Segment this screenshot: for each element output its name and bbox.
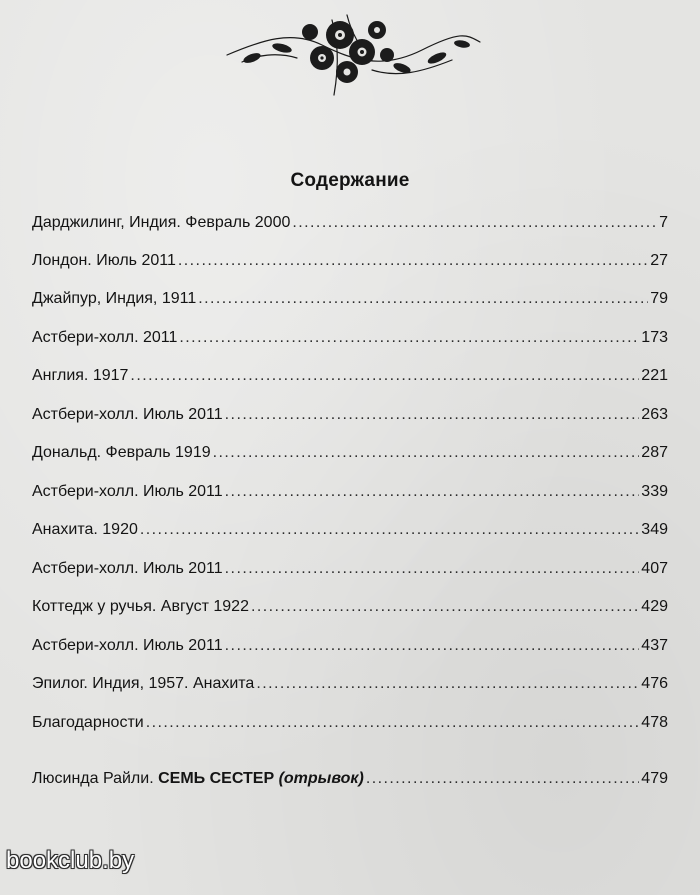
toc-entry[interactable] bbox=[32, 406, 668, 428]
toc-entry-page: 173 bbox=[641, 329, 668, 346]
toc-entry[interactable] bbox=[32, 714, 668, 736]
toc-entry-page: 429 bbox=[641, 598, 668, 615]
leader-dots bbox=[146, 714, 640, 732]
toc-entry[interactable] bbox=[32, 444, 668, 466]
excerpt-title bbox=[32, 770, 364, 788]
toc-entry-title: Астбери-холл. Июль 2011 bbox=[32, 483, 223, 500]
toc-entry-title: Астбери-холл. Июль 2011 bbox=[32, 637, 223, 654]
excerpt-book: СЕМЬ СЕСТЕР bbox=[158, 770, 275, 787]
leader-dots bbox=[225, 406, 640, 424]
toc-entry[interactable] bbox=[32, 214, 668, 236]
leader-dots bbox=[130, 367, 639, 385]
toc-entry-page: 27 bbox=[650, 252, 668, 269]
toc-entry[interactable] bbox=[32, 252, 668, 274]
toc-entry-title: Лондон. Июль 2011 bbox=[32, 252, 176, 269]
site-watermark: bookclub.by bbox=[6, 847, 135, 874]
leader-dots bbox=[178, 252, 648, 270]
leader-dots bbox=[366, 770, 639, 788]
toc-entry-title: Астбери-холл. 2011 bbox=[32, 329, 178, 346]
leader-dots bbox=[198, 290, 648, 308]
toc-entry-page: 437 bbox=[641, 637, 668, 654]
toc-entry-title: Англия. 1917 bbox=[32, 367, 129, 384]
floral-ornament bbox=[222, 0, 484, 105]
toc-entry[interactable] bbox=[32, 329, 668, 351]
leader-dots bbox=[225, 560, 640, 578]
leader-dots bbox=[251, 598, 639, 616]
toc-entry[interactable] bbox=[32, 521, 668, 543]
toc-entry-page: 7 bbox=[659, 214, 668, 231]
leader-dots bbox=[213, 444, 640, 462]
leader-dots bbox=[140, 521, 639, 539]
leader-dots bbox=[225, 637, 640, 655]
leader-dots bbox=[225, 483, 640, 501]
toc-entry-title: Астбери-холл. Июль 2011 bbox=[32, 560, 223, 577]
excerpt-page: 479 bbox=[641, 770, 668, 787]
toc-entry-title: Анахита. 1920 bbox=[32, 521, 138, 538]
toc-entry-title: Коттедж у ручья. Август 1922 bbox=[32, 598, 249, 615]
toc-entry[interactable] bbox=[32, 560, 668, 582]
toc-entry-page: 287 bbox=[641, 444, 668, 461]
toc-entry-title: Астбери-холл. Июль 2011 bbox=[32, 406, 223, 423]
toc-entry[interactable] bbox=[32, 637, 668, 659]
excerpt-note: (отрывок) bbox=[278, 770, 364, 787]
toc-entry-title: Дональд. Февраль 1919 bbox=[32, 444, 211, 461]
toc-entry[interactable] bbox=[32, 483, 668, 505]
leader-dots bbox=[292, 214, 657, 232]
toc-entry-title: Джайпур, Индия, 1911 bbox=[32, 290, 197, 307]
toc-entry-page: 79 bbox=[650, 290, 668, 307]
leader-dots bbox=[179, 329, 639, 347]
toc-entry-page: 263 bbox=[641, 406, 668, 423]
toc-entry[interactable] bbox=[32, 290, 668, 312]
toc-entry-title: Эпилог. Индия, 1957. Анахита bbox=[32, 675, 255, 692]
toc-entry-page: 339 bbox=[641, 483, 668, 500]
toc-entry-title: Благодарности bbox=[32, 714, 144, 731]
toc-entry-title: Дарджилинг, Индия. Февраль 2000 bbox=[32, 214, 291, 231]
excerpt-author: Люсинда Райли. bbox=[32, 770, 154, 787]
toc-entry-page: 221 bbox=[641, 367, 668, 384]
toc-entry-page: 407 bbox=[641, 560, 668, 577]
toc-entry[interactable] bbox=[32, 675, 668, 697]
toc-entry-page: 476 bbox=[641, 675, 668, 692]
toc-entry-excerpt[interactable] bbox=[32, 770, 668, 792]
leader-dots bbox=[256, 675, 639, 693]
toc-entry-page: 478 bbox=[641, 714, 668, 731]
toc-entry-page: 349 bbox=[641, 521, 668, 538]
toc-heading: Содержание bbox=[290, 170, 410, 191]
toc-entry[interactable] bbox=[32, 367, 668, 389]
toc-entry[interactable] bbox=[32, 598, 668, 620]
